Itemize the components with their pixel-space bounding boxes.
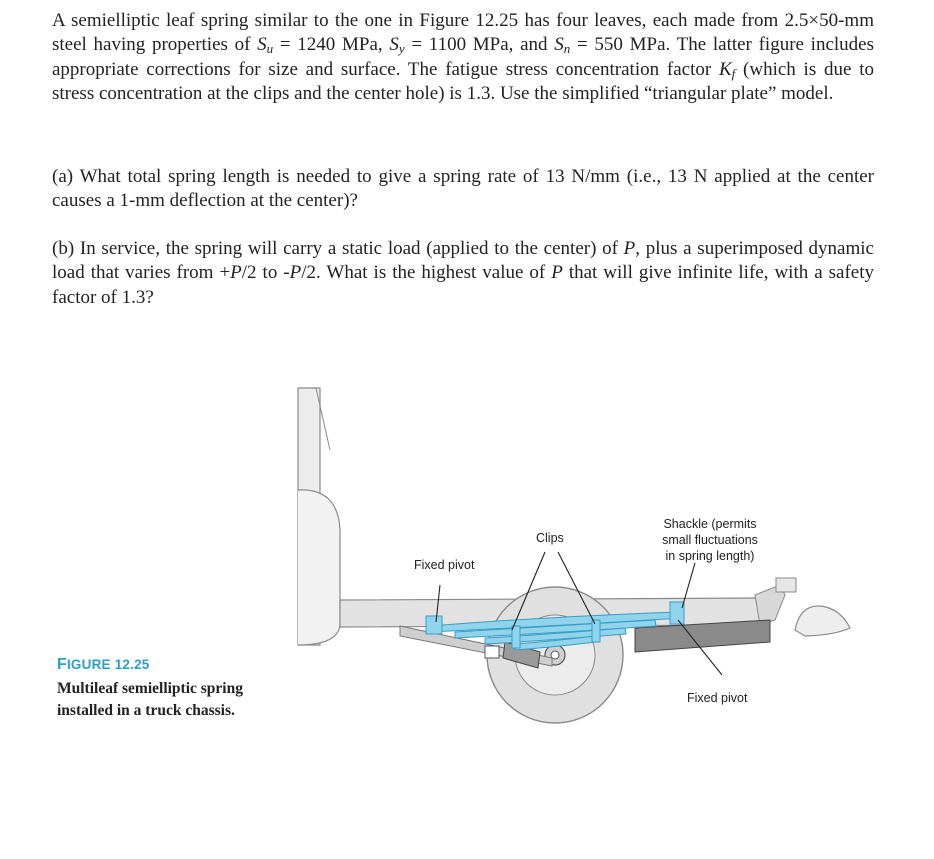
leaf-spring-diagram bbox=[290, 380, 860, 730]
annotation-fixed-pivot-right: Fixed pivot bbox=[687, 691, 748, 705]
annotation-fixed-pivot-left: Fixed pivot bbox=[414, 558, 475, 572]
annotation-shackle-line-2: small fluctuations bbox=[662, 533, 758, 547]
annotation-clips: Clips bbox=[536, 531, 564, 545]
annotation-shackle-line-1: Shackle (permits bbox=[663, 517, 757, 531]
part-a-question: (a) What total spring length is needed to give a spring rate of 13 N/mm (i.e., 13 N applied at the center causes a 1-mm deflection at the center)? bbox=[52, 166, 874, 212]
part-b-question: (b) In service, the spring will carry a static load (applied to the center) of P, plus a superimposed dynamic load that varies from +P/2 to -P/2. What is the highest value of P that will give infinite life, with a safety factor of 1.3? bbox=[52, 238, 874, 308]
figure-label: FIGURE 12.25 bbox=[57, 656, 150, 673]
figure-caption bbox=[57, 656, 297, 722]
truck-body bbox=[298, 388, 340, 645]
annotation-shackle-line-3: in spring length) bbox=[665, 549, 755, 563]
problem-statement: A semielliptic leaf spring similar to the one in Figure 12.25 has four leaves, each made from 2.5×50-mm steel having properties of $S_u = 1240$ MPa, $S_y = 1100$ MPa, and $S_n = 550$ MPa. The latter figure includes appropriate corrections for size and surface. The fatigue stress concentration factor $K_f$ (which is due to stress concentration at the clips and the center hole) is 1.3. Use the simplified “triangular plate” model. bbox=[52, 10, 874, 104]
figure-caption-text: Multileaf semielliptic spring installed in a truck chassis. bbox=[57, 680, 243, 719]
